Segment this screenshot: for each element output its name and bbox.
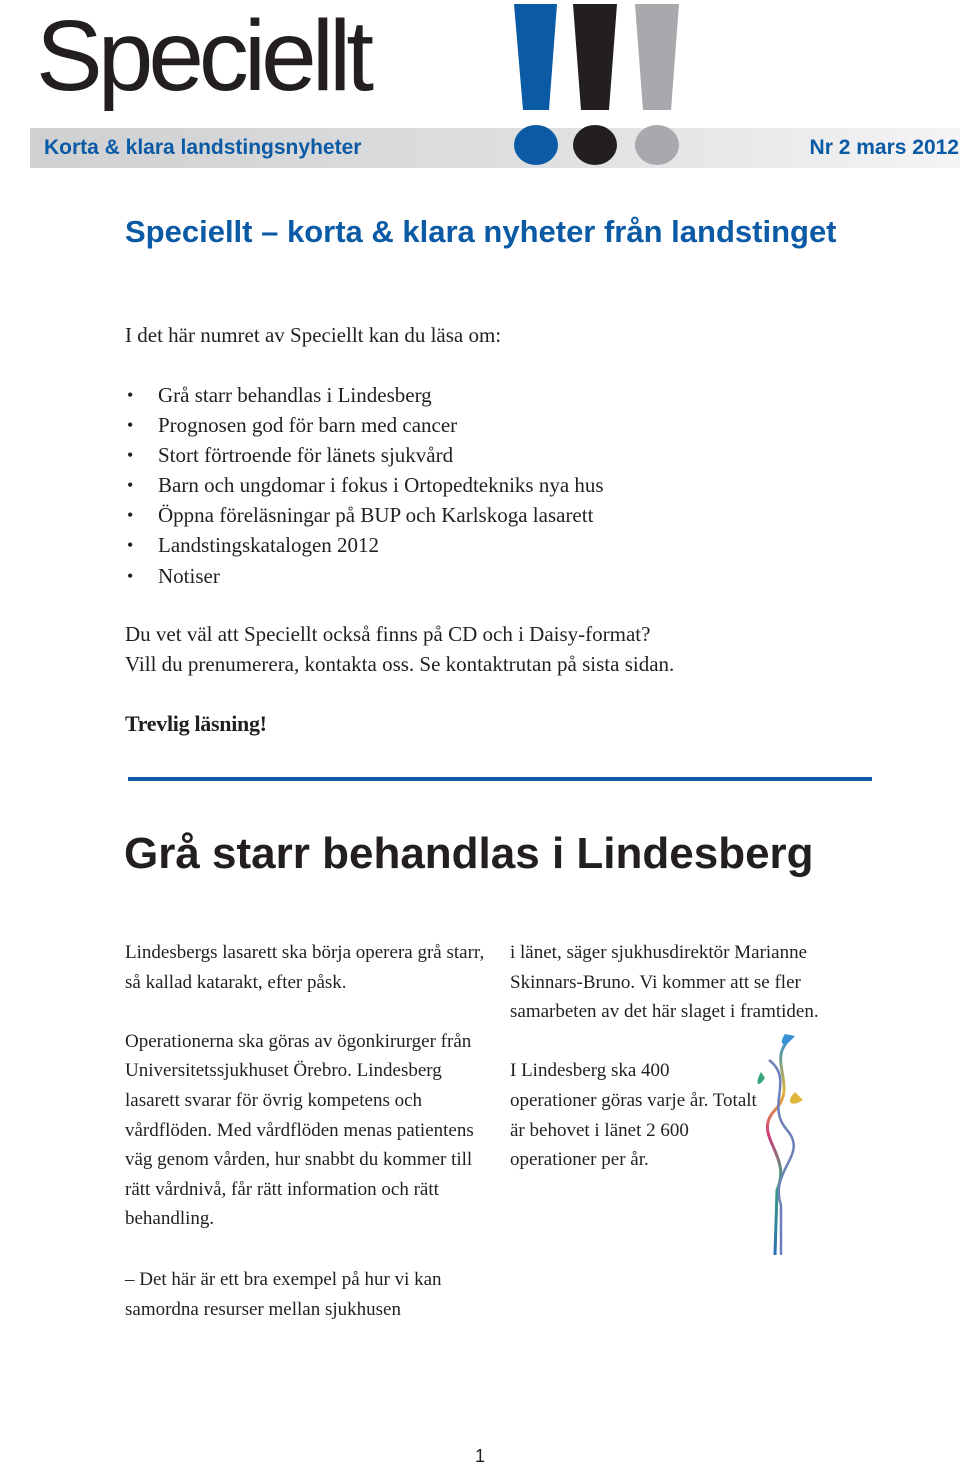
list-item: • Landstingskatalogen 2012 — [125, 530, 604, 560]
triple-exclamation-icon — [505, 0, 685, 170]
lead-headline: Speciellt – korta & klara nyheter från landstinget — [125, 214, 837, 249]
format-line: Vill du prenumerera, kontakta oss. Se kontaktrutan på sista sidan. — [125, 652, 675, 676]
list-item: • Notiser — [125, 561, 604, 591]
article-column-right — [510, 938, 870, 1204]
bullet-icon: • — [127, 445, 134, 466]
list-item: • Stort förtroende för länets sjukvård — [125, 440, 604, 470]
masthead-tagline: Korta & klara landstingsnyheter — [44, 136, 362, 159]
format-line: Du vet väl att Speciellt också finns på CD och i Daisy-format? — [125, 622, 651, 646]
list-item: • Grå starr behandlas i Lindesberg — [125, 380, 604, 410]
intro-text: I det här numret av Speciellt kan du läsa om: — [125, 323, 502, 347]
format-info — [125, 619, 865, 679]
paragraph: I Lindesberg ska 400 operationer göras varje år. Totalt är behovet i länet 2 600 operationer per år. — [510, 1060, 757, 1171]
bullet-icon: • — [127, 475, 134, 496]
masthead-title: Speciellt — [36, 0, 369, 112]
article-column-left — [125, 938, 485, 1264]
quote: – Det här är ett bra exempel på hur vi kan samordna resurser mellan sjukhusen — [125, 1269, 442, 1320]
closing-text: Trevlig läsning! — [125, 711, 267, 736]
article-headline: Grå starr behandlas i Lindesberg — [124, 829, 814, 878]
bullet-icon: • — [127, 505, 134, 526]
paragraph: Operationerna ska göras av ögonkirurger från Universitetssjukhuset Örebro. Lindesberg lasarett svarar för övrig kompetens och vårdflöden. Med vårdflöden menas patientens väg genom vården, hur snabbt du kommer till rätt vårdnivå, får rätt information och rätt behandling. — [125, 1030, 474, 1230]
bullet-icon: • — [127, 385, 134, 405]
paragraph: Lindesbergs lasarett ska börja operera grå starr, så kallad katarakt, efter påsk. — [125, 942, 485, 993]
table-of-contents — [125, 380, 604, 591]
page-number: 1 — [474, 1446, 485, 1466]
list-item: • Öppna föreläsningar på BUP och Karlskoga lasarett — [125, 500, 604, 530]
bullet-icon: • — [127, 535, 134, 556]
helix-ornament-icon — [755, 1030, 805, 1255]
list-item: • Prognosen god för barn med cancer — [125, 410, 604, 440]
bullet-icon: • — [127, 415, 134, 436]
paragraph: i länet, säger sjukhusdirektör Marianne Skinnars-Bruno. Vi kommer att se fler samarbeten av det här slaget i framtiden. — [510, 942, 819, 1023]
section-divider — [128, 777, 872, 781]
issue-label: Nr 2 mars 2012 — [809, 136, 959, 159]
list-item: • Barn och ungdomar i fokus i Ortopedtekniks nya hus — [125, 470, 604, 500]
bullet-icon: • — [127, 565, 134, 586]
